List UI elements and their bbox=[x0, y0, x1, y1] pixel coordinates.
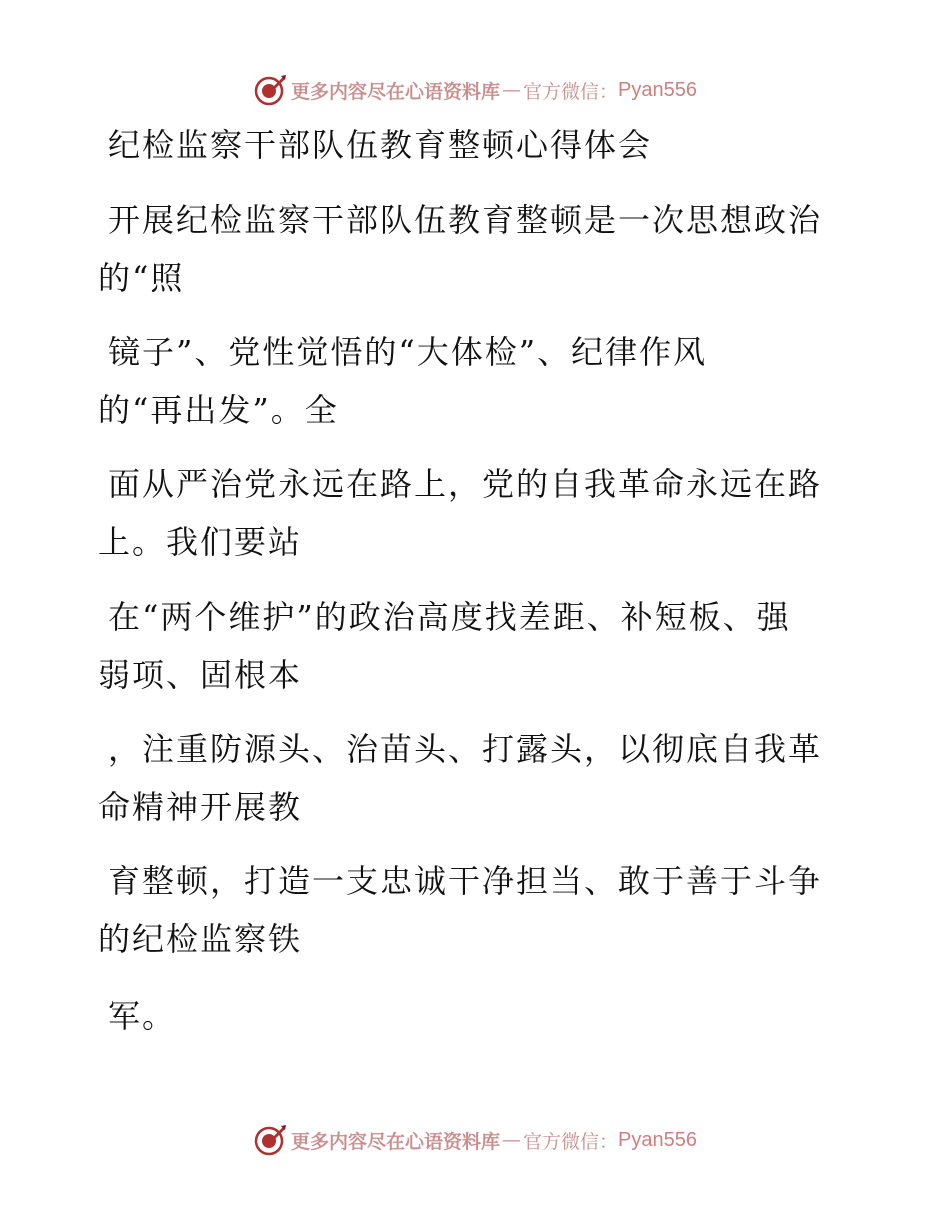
footer-watermark bbox=[0, 1120, 950, 1160]
watermark-brand-text: 更多内容尽在心语资料库 bbox=[291, 1130, 501, 1153]
paragraph-line: 命精神开展教 bbox=[98, 788, 303, 826]
document-title: 纪检监察干部队伍教育整顿心得体会 bbox=[108, 126, 653, 164]
paragraph-line: 上。我们要站 bbox=[98, 523, 303, 561]
paragraph-line: 育整顿，打造一支忠诚干净担当、敢于善于斗争 bbox=[108, 862, 823, 900]
paragraph-line: 开展纪检监察干部队伍教育整顿是一次思想政治 bbox=[108, 201, 823, 239]
watermark-wechat-id: Pyan556 bbox=[618, 1128, 697, 1151]
watermark-separator: — bbox=[502, 79, 522, 101]
watermark-separator: — bbox=[502, 1129, 522, 1151]
paragraph-line: ，注重防源头、治苗头、打露头，以彻底自我革 bbox=[108, 730, 823, 768]
watermark-wechat-id: Pyan556 bbox=[618, 78, 697, 101]
brand-logo-icon bbox=[253, 1123, 287, 1157]
paragraph-line: 在“两个维护”的政治高度找差距、补短板、强 bbox=[108, 598, 791, 636]
paragraph-line: 镜子”、党性觉悟的“大体检”、纪律作风 bbox=[108, 333, 708, 371]
watermark-wechat-label: 官方微信： bbox=[523, 1130, 619, 1153]
watermark-wechat-label: 官方微信： bbox=[523, 80, 619, 103]
paragraph-line: 军。 bbox=[108, 997, 177, 1035]
paragraph-line: 弱项、固根本 bbox=[98, 656, 303, 694]
paragraph-line: 的“再出发”。全 bbox=[98, 391, 339, 429]
paragraph-line: 面从严治党永远在路上，党的自我革命永远在路 bbox=[108, 465, 823, 503]
paragraph-line: 的“照 bbox=[98, 259, 185, 297]
paragraph-line: 的纪检监察铁 bbox=[98, 920, 303, 958]
watermark-brand-text: 更多内容尽在心语资料库 bbox=[291, 80, 501, 103]
